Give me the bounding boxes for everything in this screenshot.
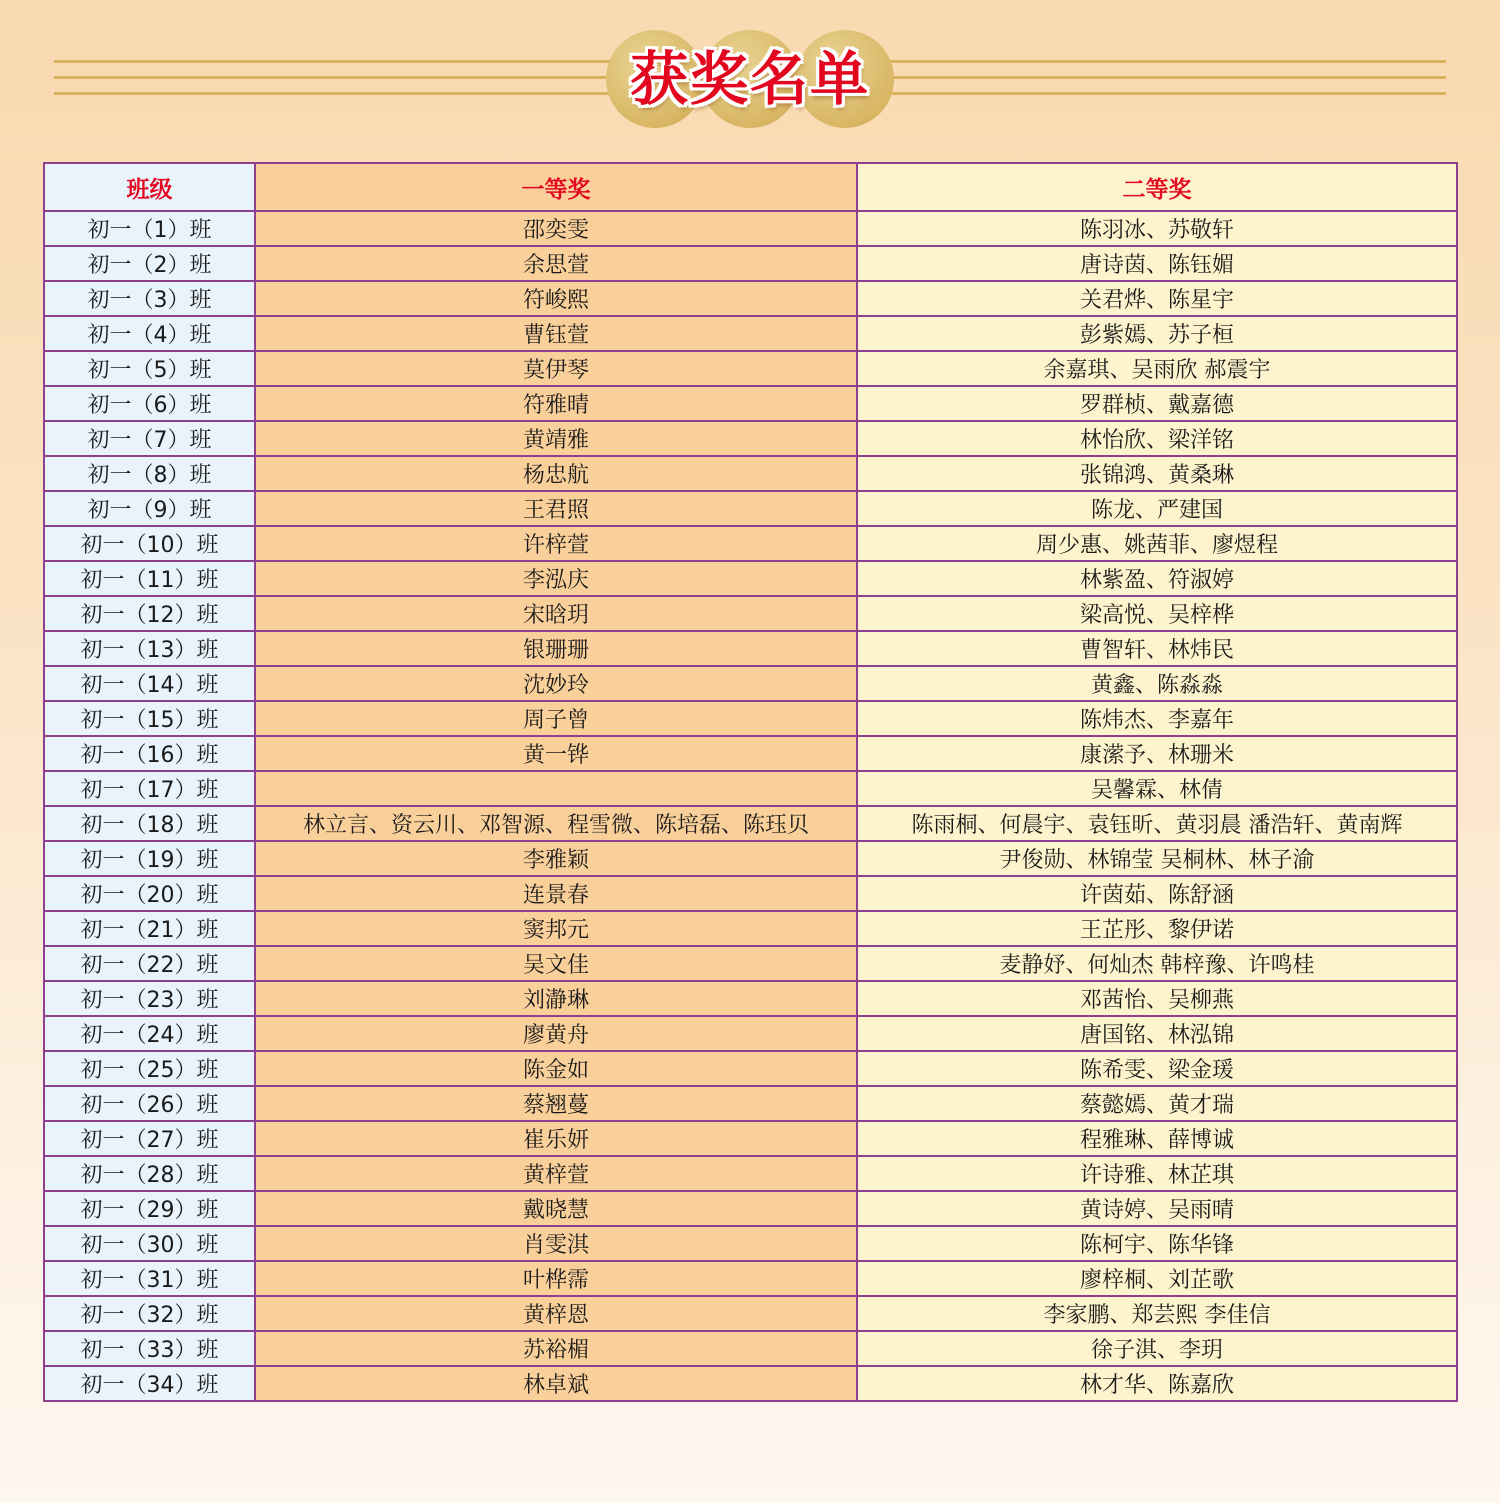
cell-second-prize: 林怡欣、梁洋铭 — [857, 421, 1457, 456]
table-row — [44, 1331, 1457, 1366]
cell-class: 初一（14）班 — [44, 666, 255, 701]
table-row — [44, 946, 1457, 981]
cell-second-prize: 梁高悦、吴梓桦 — [857, 596, 1457, 631]
cell-second-prize: 黄诗婷、吴雨晴 — [857, 1191, 1457, 1226]
cell-first-prize: 李泓庆 — [255, 561, 857, 596]
table-row — [44, 1156, 1457, 1191]
cell-class: 初一（9）班 — [44, 491, 255, 526]
cell-class: 初一（4）班 — [44, 316, 255, 351]
cell-class: 初一（10）班 — [44, 526, 255, 561]
cell-first-prize: 周子曾 — [255, 701, 857, 736]
cell-second-prize: 陈希雯、梁金瑗 — [857, 1051, 1457, 1086]
cell-class: 初一（26）班 — [44, 1086, 255, 1121]
cell-second-prize: 黄鑫、陈淼淼 — [857, 666, 1457, 701]
page-title: 获奖名单 — [629, 45, 870, 113]
cell-second-prize: 邓茜怡、吴柳燕 — [857, 981, 1457, 1016]
cell-second-prize: 徐子淇、李玥 — [857, 1331, 1457, 1366]
cell-first-prize: 蔡翘蔓 — [255, 1086, 857, 1121]
table-row — [44, 1016, 1457, 1051]
cell-first-prize: 宋晗玥 — [255, 596, 857, 631]
cell-first-prize: 黄靖雅 — [255, 421, 857, 456]
table-row — [44, 526, 1457, 561]
cell-class: 初一（34）班 — [44, 1366, 255, 1401]
cell-class: 初一（29）班 — [44, 1191, 255, 1226]
cell-first-prize: 戴晓慧 — [255, 1191, 857, 1226]
table-row — [44, 701, 1457, 736]
cell-second-prize: 陈炜杰、李嘉年 — [857, 701, 1457, 736]
cell-class: 初一（3）班 — [44, 281, 255, 316]
cell-first-prize: 许梓萱 — [255, 526, 857, 561]
table-row — [44, 1261, 1457, 1296]
table-row — [44, 281, 1457, 316]
cell-class: 初一（12）班 — [44, 596, 255, 631]
cell-class: 初一（32）班 — [44, 1296, 255, 1331]
cell-second-prize: 麦静妤、何灿杰 韩梓豫、许鸣桂 — [857, 946, 1457, 981]
table-row — [44, 246, 1457, 281]
cell-first-prize: 崔乐妍 — [255, 1121, 857, 1156]
cell-first-prize: 邵奕雯 — [255, 211, 857, 246]
cell-class: 初一（27）班 — [44, 1121, 255, 1156]
table-row — [44, 1296, 1457, 1331]
table-row — [44, 421, 1457, 456]
cell-class: 初一（5）班 — [44, 351, 255, 386]
cell-class: 初一（17）班 — [44, 771, 255, 806]
table-row — [44, 211, 1457, 246]
table-row — [44, 316, 1457, 351]
header-class: 班级 — [44, 163, 255, 211]
cell-second-prize: 程雅琳、薛博诚 — [857, 1121, 1457, 1156]
cell-first-prize: 陈金如 — [255, 1051, 857, 1086]
cell-second-prize: 余嘉琪、吴雨欣 郝震宇 — [857, 351, 1457, 386]
cell-first-prize: 符雅晴 — [255, 386, 857, 421]
cell-class: 初一（19）班 — [44, 841, 255, 876]
cell-first-prize: 苏裕楣 — [255, 1331, 857, 1366]
cell-first-prize: 余思萱 — [255, 246, 857, 281]
cell-second-prize: 陈龙、严建国 — [857, 491, 1457, 526]
table-header-row — [44, 163, 1457, 211]
table-row — [44, 666, 1457, 701]
cell-second-prize: 张锦鸿、黄桑琳 — [857, 456, 1457, 491]
cell-second-prize: 廖梓桐、刘芷歌 — [857, 1261, 1457, 1296]
table-row — [44, 1226, 1457, 1261]
header-first-prize: 一等奖 — [255, 163, 857, 211]
cell-second-prize: 康潆予、林珊米 — [857, 736, 1457, 771]
cell-second-prize: 王芷彤、黎伊诺 — [857, 911, 1457, 946]
table-row — [44, 386, 1457, 421]
cell-class: 初一（7）班 — [44, 421, 255, 456]
cell-second-prize: 许茵茹、陈舒涵 — [857, 876, 1457, 911]
table-row — [44, 456, 1457, 491]
table-row — [44, 1051, 1457, 1086]
cell-class: 初一（25）班 — [44, 1051, 255, 1086]
table-row — [44, 841, 1457, 876]
cell-second-prize: 罗群桢、戴嘉德 — [857, 386, 1457, 421]
cell-first-prize: 黄梓恩 — [255, 1296, 857, 1331]
table-row — [44, 596, 1457, 631]
cell-class: 初一（16）班 — [44, 736, 255, 771]
header-second-prize: 二等奖 — [857, 163, 1457, 211]
cell-class: 初一（2）班 — [44, 246, 255, 281]
cell-class: 初一（28）班 — [44, 1156, 255, 1191]
cell-first-prize: 连景春 — [255, 876, 857, 911]
cell-first-prize — [255, 771, 857, 806]
cell-second-prize: 唐国铭、林泓锦 — [857, 1016, 1457, 1051]
table-row — [44, 561, 1457, 596]
cell-first-prize: 黄梓萱 — [255, 1156, 857, 1191]
cell-class: 初一（15）班 — [44, 701, 255, 736]
cell-second-prize: 尹俊勋、林锦莹 吴桐林、林子渝 — [857, 841, 1457, 876]
cell-second-prize: 唐诗茵、陈钰媚 — [857, 246, 1457, 281]
cell-class: 初一（31）班 — [44, 1261, 255, 1296]
cell-second-prize: 许诗雅、林芷琪 — [857, 1156, 1457, 1191]
cell-second-prize: 关君烨、陈星宇 — [857, 281, 1457, 316]
cell-second-prize: 林才华、陈嘉欣 — [857, 1366, 1457, 1401]
cell-class: 初一（20）班 — [44, 876, 255, 911]
cell-first-prize: 银珊珊 — [255, 631, 857, 666]
cell-first-prize: 曹钰萱 — [255, 316, 857, 351]
cell-first-prize: 肖雯淇 — [255, 1226, 857, 1261]
table-row — [44, 911, 1457, 946]
cell-second-prize: 陈雨桐、何晨宇、袁钰昕、黄羽晨 潘浩轩、黄南辉 — [857, 806, 1457, 841]
cell-first-prize: 沈妙玲 — [255, 666, 857, 701]
cell-second-prize: 曹智轩、林炜民 — [857, 631, 1457, 666]
award-table — [43, 162, 1458, 1402]
cell-second-prize: 彭紫嫣、苏子桓 — [857, 316, 1457, 351]
cell-first-prize: 李雅颖 — [255, 841, 857, 876]
cell-class: 初一（13）班 — [44, 631, 255, 666]
cell-class: 初一（24）班 — [44, 1016, 255, 1051]
table-row — [44, 491, 1457, 526]
cell-class: 初一（30）班 — [44, 1226, 255, 1261]
cell-class: 初一（8）班 — [44, 456, 255, 491]
cell-first-prize: 杨忠航 — [255, 456, 857, 491]
cell-second-prize: 陈柯宇、陈华锋 — [857, 1226, 1457, 1261]
cell-first-prize: 符峻熙 — [255, 281, 857, 316]
table-row — [44, 981, 1457, 1016]
cell-second-prize: 林紫盈、符淑婷 — [857, 561, 1457, 596]
table-row — [44, 1086, 1457, 1121]
table-row — [44, 1366, 1457, 1401]
cell-first-prize: 窦邦元 — [255, 911, 857, 946]
table-row — [44, 631, 1457, 666]
table-row — [44, 1191, 1457, 1226]
cell-class: 初一（22）班 — [44, 946, 255, 981]
cell-class: 初一（11）班 — [44, 561, 255, 596]
table-row — [44, 771, 1457, 806]
cell-second-prize: 李家鹏、郑芸熙 李佳信 — [857, 1296, 1457, 1331]
cell-class: 初一（33）班 — [44, 1331, 255, 1366]
cell-first-prize: 王君照 — [255, 491, 857, 526]
cell-second-prize: 周少惠、姚茜菲、廖煜程 — [857, 526, 1457, 561]
cell-class: 初一（1）班 — [44, 211, 255, 246]
cell-first-prize: 林立言、资云川、邓智源、程雪微、陈培磊、陈珏贝 — [255, 806, 857, 841]
cell-first-prize: 刘瀞琳 — [255, 981, 857, 1016]
cell-class: 初一（23）班 — [44, 981, 255, 1016]
cell-first-prize: 吴文佳 — [255, 946, 857, 981]
table-row — [44, 351, 1457, 386]
title-banner — [606, 30, 894, 128]
cell-class: 初一（21）班 — [44, 911, 255, 946]
cell-first-prize: 黄一铧 — [255, 736, 857, 771]
cell-first-prize: 叶桦霈 — [255, 1261, 857, 1296]
cell-second-prize: 蔡懿嫣、黄才瑞 — [857, 1086, 1457, 1121]
cell-class: 初一（18）班 — [44, 806, 255, 841]
table-row — [44, 876, 1457, 911]
table-row — [44, 1121, 1457, 1156]
cell-second-prize: 陈羽冰、苏敬轩 — [857, 211, 1457, 246]
cell-first-prize: 林卓斌 — [255, 1366, 857, 1401]
table-row — [44, 736, 1457, 771]
cell-class: 初一（6）班 — [44, 386, 255, 421]
table-row — [44, 806, 1457, 841]
award-table-body — [44, 211, 1457, 1401]
cell-second-prize: 吴馨霖、林倩 — [857, 771, 1457, 806]
cell-first-prize: 廖黄舟 — [255, 1016, 857, 1051]
cell-first-prize: 莫伊琴 — [255, 351, 857, 386]
